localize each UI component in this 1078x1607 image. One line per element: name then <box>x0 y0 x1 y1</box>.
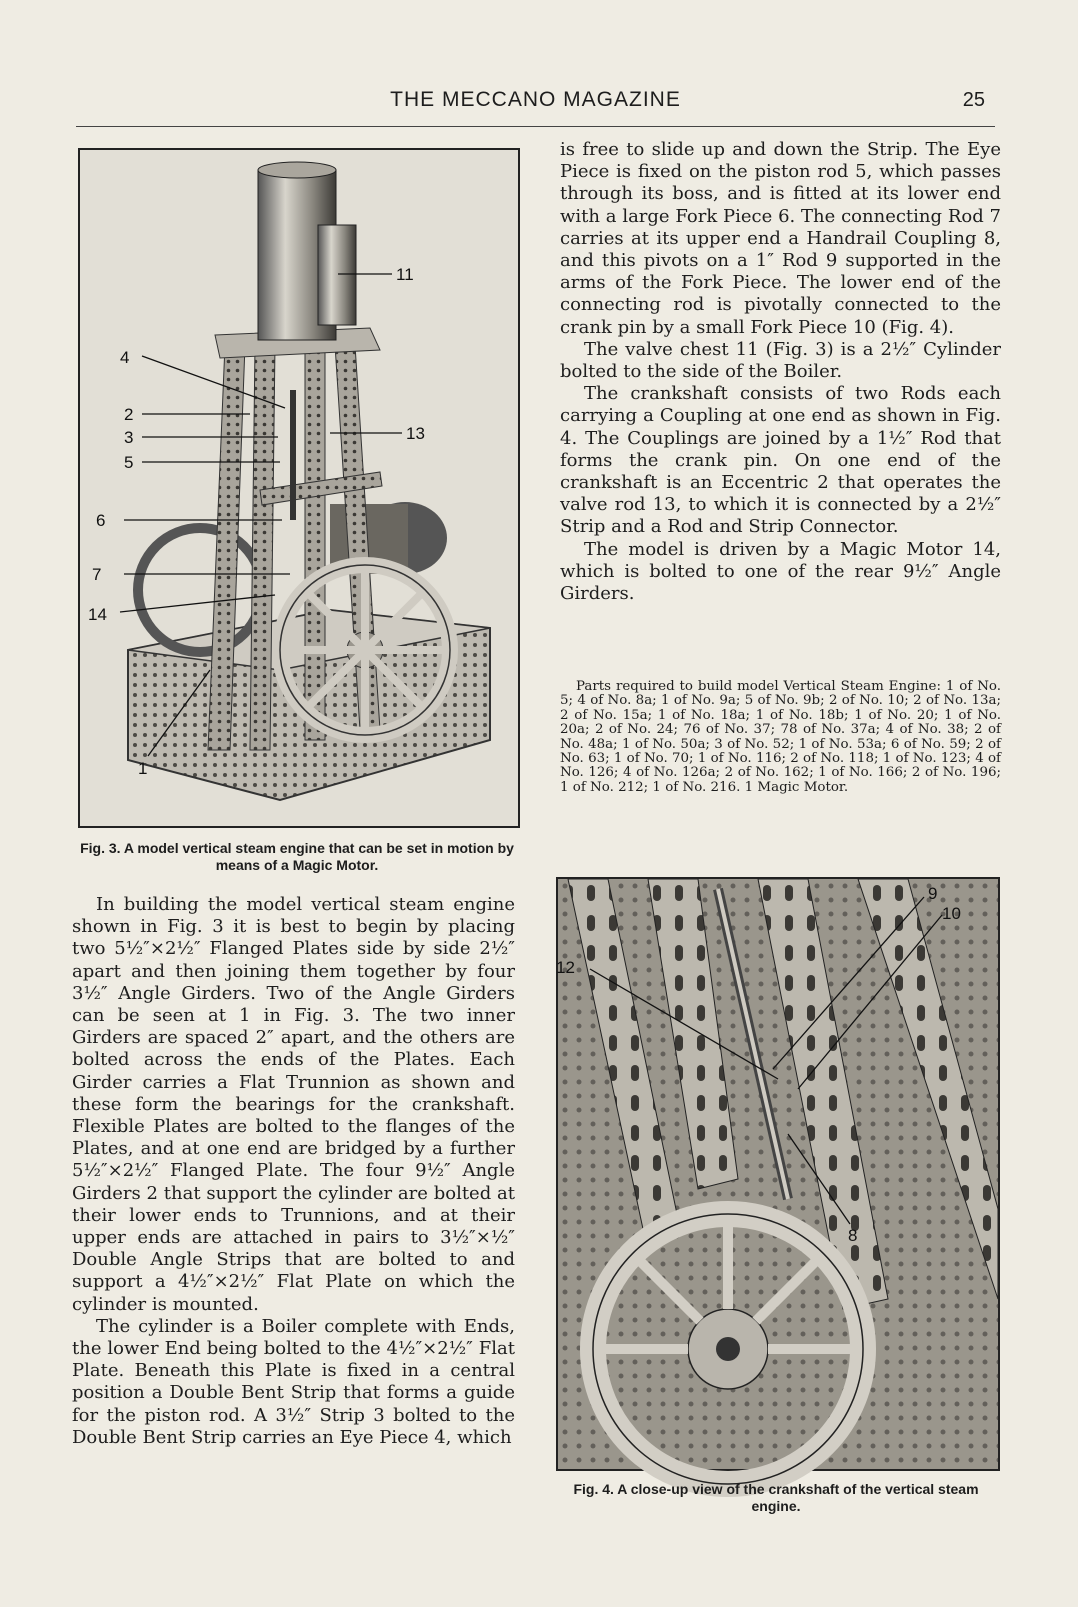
figure-3-caption: Fig. 3. A model vertical steam engine that can be set in motion by means of a Magic Motor. <box>80 840 514 873</box>
paragraph: In building the model vertical steam engine shown in Fig. 3 it is best to begin by placing two 5½″×2½″ Flanged Plates side by side 2½″ apart and then joining them together by four 3½″ Angle Girders. Two of the Angle Girders can be seen at 1 in Fig. 3. The two inner Girders are spaced 2″ apart, and the others are bolted across the ends of the Plates. Each Girder carries a Flat Trunnion as shown and these form the bearings for the crankshaft. Flexible Plates are bolted to the flanges of the Plates, and at one end are bridged by a further 5½″×2½″ Flanged Plate. The four 9½″ Angle Girders 2 that support the cylinder are bolted at their lower ends to Trunnions, and at their upper ends are attached in pairs to 3½″×½″ Double Angle Strips that are bolted to and support a 4½″×2½″ Flat Plate on which the cylinder is mounted. <box>72 894 515 1315</box>
figure-3-illustration <box>80 150 518 826</box>
fig3-label-2: 2 <box>124 405 134 424</box>
right-column-text <box>560 139 1001 605</box>
figure-4-illustration <box>558 879 998 1469</box>
parts-list <box>560 680 1001 795</box>
fig4-label-12: 12 <box>556 958 575 977</box>
fig3-label-4: 4 <box>120 348 130 367</box>
magazine-title: THE MECCANO MAGAZINE <box>390 88 681 111</box>
paragraph: The cylinder is a Boiler complete with Ends, the lower End being bolted to the 4½″×2½″ Flat Plate. Beneath this Plate is fixed in a central position a Double Bent Strip that forms a guide for the piston rod. A 3½″ Strip 3 bolted to the Double Bent Strip carries an Eye Piece 4, which <box>72 1315 515 1448</box>
fig3-label-14: 14 <box>88 605 107 624</box>
paragraph: The crankshaft consists of two Rods each carrying a Coupling at one end as shown in Fig. 4. The Couplings are joined by a 1½″ Rod that forms the crank pin. On one end of the crankshaft is an Eccentric 2 that operates the valve rod 13, to which it is connected by a 2½″ Strip and a Rod and Strip Connector. <box>560 383 1001 538</box>
fig3-label-1: 1 <box>138 759 148 778</box>
paragraph: is free to slide up and down the Strip. The Eye Piece is fixed on the piston rod 5, which passes through its boss, and is fitted at its lower end with a large Fork Piece 6. The connecting Rod 7 carries at its upper end a Handrail Coupling 8, and this pivots on a 1″ Rod 9 supported in the arms of the Fork Piece. The lower end of the connecting rod is pivotally connected to the crank pin by a small Fork Piece 10 (Fig. 4). <box>560 139 1001 338</box>
fig4-label-9: 9 <box>928 884 938 903</box>
fig3-label-11: 11 <box>396 265 414 284</box>
page-header <box>76 86 995 127</box>
fig4-label-8: 8 <box>848 1226 858 1245</box>
left-column-text <box>72 894 515 1449</box>
fig3-label-6: 6 <box>96 511 106 530</box>
fig3-label-13: 13 <box>406 424 425 443</box>
paragraph: The model is driven by a Magic Motor 14, which is bolted to one of the rear 9½″ Angle Girders. <box>560 538 1001 605</box>
page-number: 25 <box>962 89 985 111</box>
figure-4-photo <box>556 877 1000 1471</box>
fig3-label-7: 7 <box>92 565 102 584</box>
figure-4-caption: Fig. 4. A close-up view of the crankshaft of the vertical steam engine. <box>573 1481 979 1514</box>
fig3-label-3: 3 <box>124 428 134 447</box>
paragraph: The valve chest 11 (Fig. 3) is a 2½″ Cylinder bolted to the side of the Boiler. <box>560 338 1001 383</box>
fig4-label-10: 10 <box>942 904 961 923</box>
parts-list-text: Parts required to build model Vertical Steam Engine: 1 of No. 5; 4 of No. 8a; 1 of No. 9a; 5 of No. 9b; 2 of No. 10; 2 of No. 13a; 2 of No. 15a; 1 of No. 18a; 1 of No. 18b; 1 of No. 20; 1 of No. 20a; 2 of No. 24; 76 of No. 37; 78 of No. 37a; 4 of No. 38; 2 of No. 48a; 1 of No. 50a; 3 of No. 52; 1 of No. 53a; 6 of No. 59; 2 of No. 63; 1 of No. 70; 1 of No. 116; 2 of No. 118; 1 of No. 123; 4 of No. 126; 4 of No. 126a; 2 of No. 162; 1 of No. 166; 2 of No. 196; 1 of No. 212; 1 of No. 216. 1 Magic Motor. <box>560 679 1001 795</box>
figure-3-photo <box>78 148 520 828</box>
fig3-label-5: 5 <box>124 453 134 472</box>
